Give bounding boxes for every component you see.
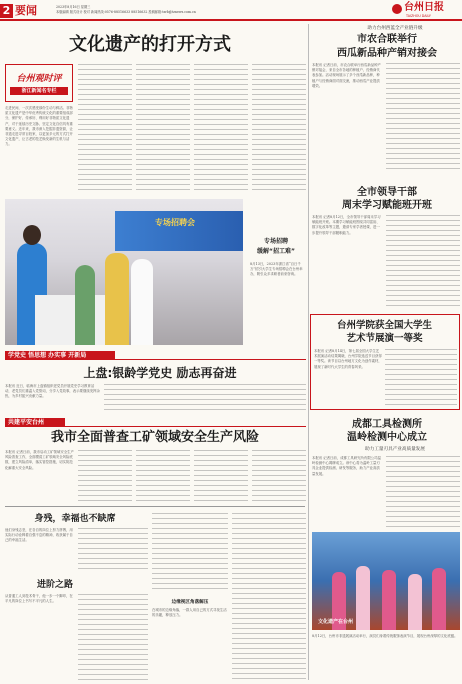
agri-headline-2: 西瓜新品种产销对接会 (337, 48, 437, 59)
training-body: 本报讯 记者8月12日，全市领导干部周末学习赋能班开班。本期学习赋能班围绕共同富裕、数字化改革等主题，邀请专家学者授课，进一步提升领导干部履职能力。 (312, 215, 381, 235)
culture-body-columns (78, 64, 306, 194)
safety-bottom-rule (5, 506, 305, 507)
culture-column-badge-box (5, 64, 73, 102)
workshop-subhead: 助力工量刃具产业高质量发展 (365, 447, 425, 452)
disability-body: 他们身残志坚，在各自的岗位上努力拼搏，用实际行动诠释着自强不息的精神，收获属于自己的幸福生活。 (5, 528, 73, 543)
elderly-body-columns (104, 384, 306, 414)
person-yellow (105, 253, 129, 345)
agri-kicker: 助力台州西蓝全产业链升级 (367, 26, 423, 31)
workshop-body-columns (386, 456, 460, 528)
logo-text: 台州日报 (404, 2, 444, 13)
college-headline-2: 艺术节展演一等奖 (346, 333, 423, 344)
photo-caption-box (246, 236, 306, 254)
person-white (131, 259, 153, 345)
section-label: 要闻 (15, 4, 37, 17)
page-number-badge: 2 (0, 4, 13, 18)
festival-body: 8月12日，台州市非遗展演活动举行，演员们身着传统服饰表演节目，展现台州深厚的文化底蕴。 (312, 634, 458, 638)
safety-headline: 我市全面普查工矿领域安全生产风险 (50, 430, 259, 445)
safety-body-columns (78, 450, 306, 502)
edge-body: 在城市的边缘角落，一群人用自己的方式寻找生活的乐趣，释放压力。 (152, 608, 227, 618)
festival-photo (312, 532, 460, 630)
college-body-columns (385, 349, 457, 407)
agri-body: 本报讯 记者日前，市农合联举行西瓜新品种产销对接会，来自全市各地的种植户、经销商代表参加。活动现场展示了多个西瓜新品种，种植户与经销商面对面交流，推动西瓜产业提质增效。 (312, 63, 381, 88)
masthead-rule (0, 19, 462, 21)
banner-text: 专场招聘会 (155, 218, 195, 227)
elderly-headline: 上盘:银龄学党史 励志再奋进 (83, 366, 237, 380)
column-badge: 台州观时评 (16, 74, 62, 84)
safety-section-bar: 共建平安台州 (5, 418, 65, 427)
festival-caption: 文化遗产在台州 (318, 619, 354, 625)
progress-body-columns (78, 594, 148, 680)
disability-headline: 身残，幸福也不缺席 (34, 514, 116, 524)
disability-body-columns (78, 528, 148, 572)
contact-line (56, 10, 306, 15)
photo-caption: 专场招聘 (263, 238, 288, 245)
college-headline-1: 台州学院获全国大学生 (336, 320, 432, 331)
person-green (75, 265, 95, 345)
agri-body-columns (386, 63, 460, 173)
workshop-body: 本报讯 记者日前，成都工具研究所有限公司温岭检测中心揭牌成立。该中心将为温岭工量刃具企业提供检测、研发等服务，助力产业高质量发展。 (312, 456, 381, 476)
edge-headline: 边缘视区角落解压 (171, 600, 209, 605)
culture-headline: 文化遗产的打开方式 (69, 34, 231, 55)
safety-body: 本报讯 记者日前，我市启动工矿领域安全生产风险普查工作，全面摸清工矿领域安全风险底数，建立风险清单，落实管控措施，切实防范化解重大安全风险。 (5, 450, 74, 470)
progress-headline: 进阶之路 (36, 580, 73, 590)
column-divider (308, 24, 309, 680)
training-body-columns (386, 215, 460, 309)
right-middle-column-text (232, 513, 306, 680)
workshop-headline-1: 成都工具检测所 (352, 419, 422, 430)
newspaper-logo (392, 2, 458, 20)
middle-column-text (152, 513, 228, 593)
elderly-bar-rule (115, 359, 306, 360)
job-fair-photo (5, 199, 243, 345)
progress-body: 从普通工人到技术骨干，他一步一个脚印，在平凡的岗位上书写不平凡的人生。 (5, 594, 73, 604)
logo-mark (392, 4, 402, 14)
editor-line: 本版编辑 版式设计 校对 (56, 10, 90, 14)
person-head (23, 225, 41, 245)
college-body: 本报讯 记者8月14日，第七届全国大学生艺术展演活动结果揭晓，台州学院选送节目获得一等奖。该节目以台州地方文化为创作素材，展现了新时代大学生的青春风采。 (314, 349, 382, 369)
agri-headline-1: 市农合联举行 (357, 34, 417, 45)
elderly-section-bar: 学党史 悟思想 办实事 开新局 (5, 351, 115, 360)
elderly-body: 本报讯 近日，临海市上盘镇组织老党员开展党史学习教育活动，老党员们重温入党誓词，分享入党故事，表示要继续发挥余热，为乡村振兴贡献力量。 (5, 384, 100, 399)
photo-caption-2: 缓解“招工难” (257, 248, 295, 255)
safety-bar-rule (65, 426, 306, 427)
training-headline-2: 周末学习赋能班开班 (342, 200, 432, 211)
training-headline-1: 全市领导干部 (357, 187, 417, 198)
phone-line: 新闻热线:0576-88516633 88516632 投稿邮箱:tzrb@tznews.com.cn (90, 10, 196, 14)
column-badge-sub: 浙江新闻名专栏 (10, 87, 68, 95)
workshop-headline-2: 温岭检测中心成立 (347, 432, 427, 443)
college-box (310, 314, 460, 410)
date-line: 2023年8月16日 星期三 (56, 5, 91, 9)
photo-body: 8月13日，2023年浙江省“百日千万”招引大学生专场招聘会在台州举办，吸引众多求职者前来咨询。 (250, 262, 303, 277)
logo-sub: TAIZHOU DAILY (406, 14, 431, 18)
culture-body: 走进民间，一次次感受那份生动与鲜活。非物质文化遗产是中华优秀传统文化的重要组成部分，保护好、传承好、利用好非物质文化遗产，对于延续历史文脉、坚定文化自信具有重要意义。近年来，我市深入挖掘非遗资源，让非遗走进寻常百姓家，以更加多元的方式打开文化遗产，让古老的技艺焕发新的生机与活力。 (5, 106, 73, 147)
